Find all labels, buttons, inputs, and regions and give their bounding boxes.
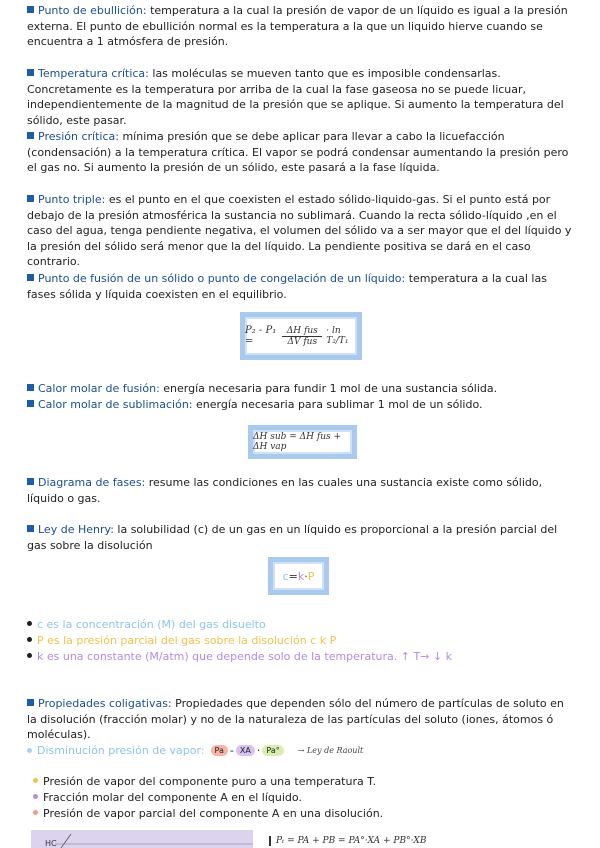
section-punto-triple <box>27 192 575 270</box>
definition: la solubilidad (c) de un gas en un líquido es proporcional a la presión parcial del gas sobre la disolución <box>27 523 558 552</box>
square-bullet-icon <box>27 6 34 13</box>
bullet-text: Fracción molar del componente A en el líquido. <box>43 791 302 804</box>
list-item <box>27 617 452 633</box>
definition: temperatura a la cual la presión de vapor de un líquido es igual a la presión externa. El punto de ebullición normal es la temperatura a la que un liquido hierve cuando se encuentra a 1 atmósfera de presión. <box>27 4 568 48</box>
term: Diagrama de fases: <box>38 476 146 489</box>
raoult-note: → Ley de Raoult <box>297 745 364 755</box>
term: Calor molar de fusión: <box>38 382 160 395</box>
list-item <box>33 790 383 806</box>
formula-sublimacion: ΔH sub = ΔH fus + ΔH vap <box>253 432 342 452</box>
definition: es el punto en el que coexisten el estado sólido-liquido-gas. Si el punto está por debajo de la presión atmosférica la sustancia no sublimará. Cuando la recta sólido-líquido ,en el caso del agua, tenga pendiente negativa, el volumen del sólido va a ser mayor que el del líquido y la presión del sólido será menor que la del líquido. La pendiente positiva se dará en el caso contrario. <box>27 193 572 268</box>
bullet-dot-icon <box>33 778 38 783</box>
bullet-dot-icon <box>27 748 32 753</box>
term: Punto triple: <box>38 193 106 206</box>
list-item <box>27 633 452 649</box>
bottom-formula <box>269 836 426 846</box>
list-item <box>33 774 383 790</box>
symbol-xa: XA <box>236 745 255 756</box>
square-bullet-icon <box>27 525 34 532</box>
bullet-text: P es la presión parcial del gas sobre la disolución c k P <box>37 634 337 647</box>
henry-bullet-list <box>27 617 452 665</box>
section-propiedades-coligativas <box>27 696 575 743</box>
symbol-pa: Pa <box>211 745 228 756</box>
formula-denominator: ΔV fus <box>287 336 318 347</box>
section-diagrama-fases <box>27 475 575 506</box>
term: Punto de ebullición: <box>38 4 147 17</box>
term: Propiedades coligativas: <box>38 697 172 710</box>
definition: temperatura a la cual las fases sólida y líquida coexisten en el equilibrio. <box>27 272 547 301</box>
bottom-formula-text: Pₜ = PA + PB = PA°·XA + PB°·XB <box>269 836 426 846</box>
term: Temperatura crítica: <box>38 67 149 80</box>
raoult-law-row: Disminución presión de vapor: Pa - XA · Pa° → Ley de Raoult <box>27 740 363 760</box>
square-bullet-icon <box>27 274 34 281</box>
square-bullet-icon <box>27 699 34 706</box>
square-bullet-icon <box>27 400 34 407</box>
section-presion-critica <box>27 129 575 176</box>
definition: Propiedades que dependen sólo del número de partículas de soluto en la disolución (fracción molar) y no de la naturaleza de las partículas del soluto (iones, átomos ó moléculas). <box>27 697 564 741</box>
bullet-dot-icon <box>33 794 38 799</box>
bullet-dot-icon <box>33 810 38 815</box>
definition: energía necesaria para sublimar 1 mol de un sólido. <box>192 398 483 411</box>
term: Calor molar de sublimación: <box>38 398 193 411</box>
raoult-note-text: Ley de Raoult <box>306 745 364 755</box>
formula-lhs: P₂ - P₁ = <box>245 325 277 347</box>
symbol-equals: = <box>288 569 298 583</box>
symbol-pa0: Pa° <box>262 745 283 756</box>
section-calor-sublimacion <box>27 397 575 413</box>
symbol-dot: · <box>304 569 308 583</box>
list-item <box>27 649 452 665</box>
definition: las moléculas se mueven tanto que es imposible condensarlas. Concretamente es la temperatura por arriba de la cual la fase gaseosa no se puede licuar, independientemente de la magnitud de la presión que se aplique. Si aumento la temperatura del sólido, este pasar. <box>27 67 564 127</box>
formula-rhs: · ln T₂/T₁ <box>326 326 349 346</box>
formula-fraction <box>282 326 322 347</box>
term: Presión crítica: <box>38 130 119 143</box>
bullet-text: k es una constante (M/atm) que depende solo de la temperatura. ↑ T→ ↓ k <box>37 650 452 663</box>
section-punto-ebullicion <box>27 3 575 50</box>
graph-lines-icon <box>31 830 253 848</box>
raoult-label: Disminución presión de vapor: <box>37 743 205 757</box>
definition: resume las condiciones en las cuales una sustancia existe como sólido, líquido o gas. <box>27 476 543 505</box>
square-bullet-icon <box>27 69 34 76</box>
symbol-c: c <box>282 569 289 583</box>
section-calor-fusion <box>27 381 575 397</box>
graph-axis-label: HC <box>45 839 57 848</box>
formula-fusion-box <box>240 312 362 360</box>
bullet-dot-icon <box>27 637 32 642</box>
term: Punto de fusión de un sólido o punto de congelación de un líquido: <box>38 272 406 285</box>
square-bullet-icon <box>27 195 34 202</box>
term: Ley de Henry: <box>38 523 114 536</box>
definition: mínima presión que se debe aplicar para llevar a cabo la licuefacción (condensación) a la temperatura crítica. El vapor se podrá condensar aumentando la presión pero el gas no. Si aumento la presión de un sólido, este pasará a la fase líquida. <box>27 130 569 174</box>
section-temperatura-critica <box>27 66 575 128</box>
bullet-text: Presión de vapor parcial del componente A en una disolución. <box>43 807 384 820</box>
symbol-p: P <box>307 569 315 583</box>
symbol-k: k <box>297 569 305 583</box>
definition: energía necesaria para fundir 1 mol de una sustancia sólida. <box>159 382 498 395</box>
formula-henry-box <box>268 557 329 595</box>
section-ley-henry <box>27 522 575 553</box>
bullet-text: Presión de vapor del componente puro a una temperatura T. <box>43 775 377 788</box>
square-bullet-icon <box>27 478 34 485</box>
phase-graph-thumbnail <box>31 830 253 848</box>
bullet-text: c es la concentración (M) del gas disuelto <box>37 618 266 631</box>
square-bullet-icon <box>27 384 34 391</box>
square-bullet-icon <box>27 132 34 139</box>
raoult-bullet-list <box>33 774 383 822</box>
section-punto-fusion <box>27 271 575 302</box>
bullet-dot-icon <box>27 621 32 626</box>
formula-sublimacion-box <box>248 425 357 459</box>
bullet-dot-icon <box>27 653 32 658</box>
list-item <box>33 806 383 822</box>
formula-numerator: ΔH fus <box>286 325 318 336</box>
